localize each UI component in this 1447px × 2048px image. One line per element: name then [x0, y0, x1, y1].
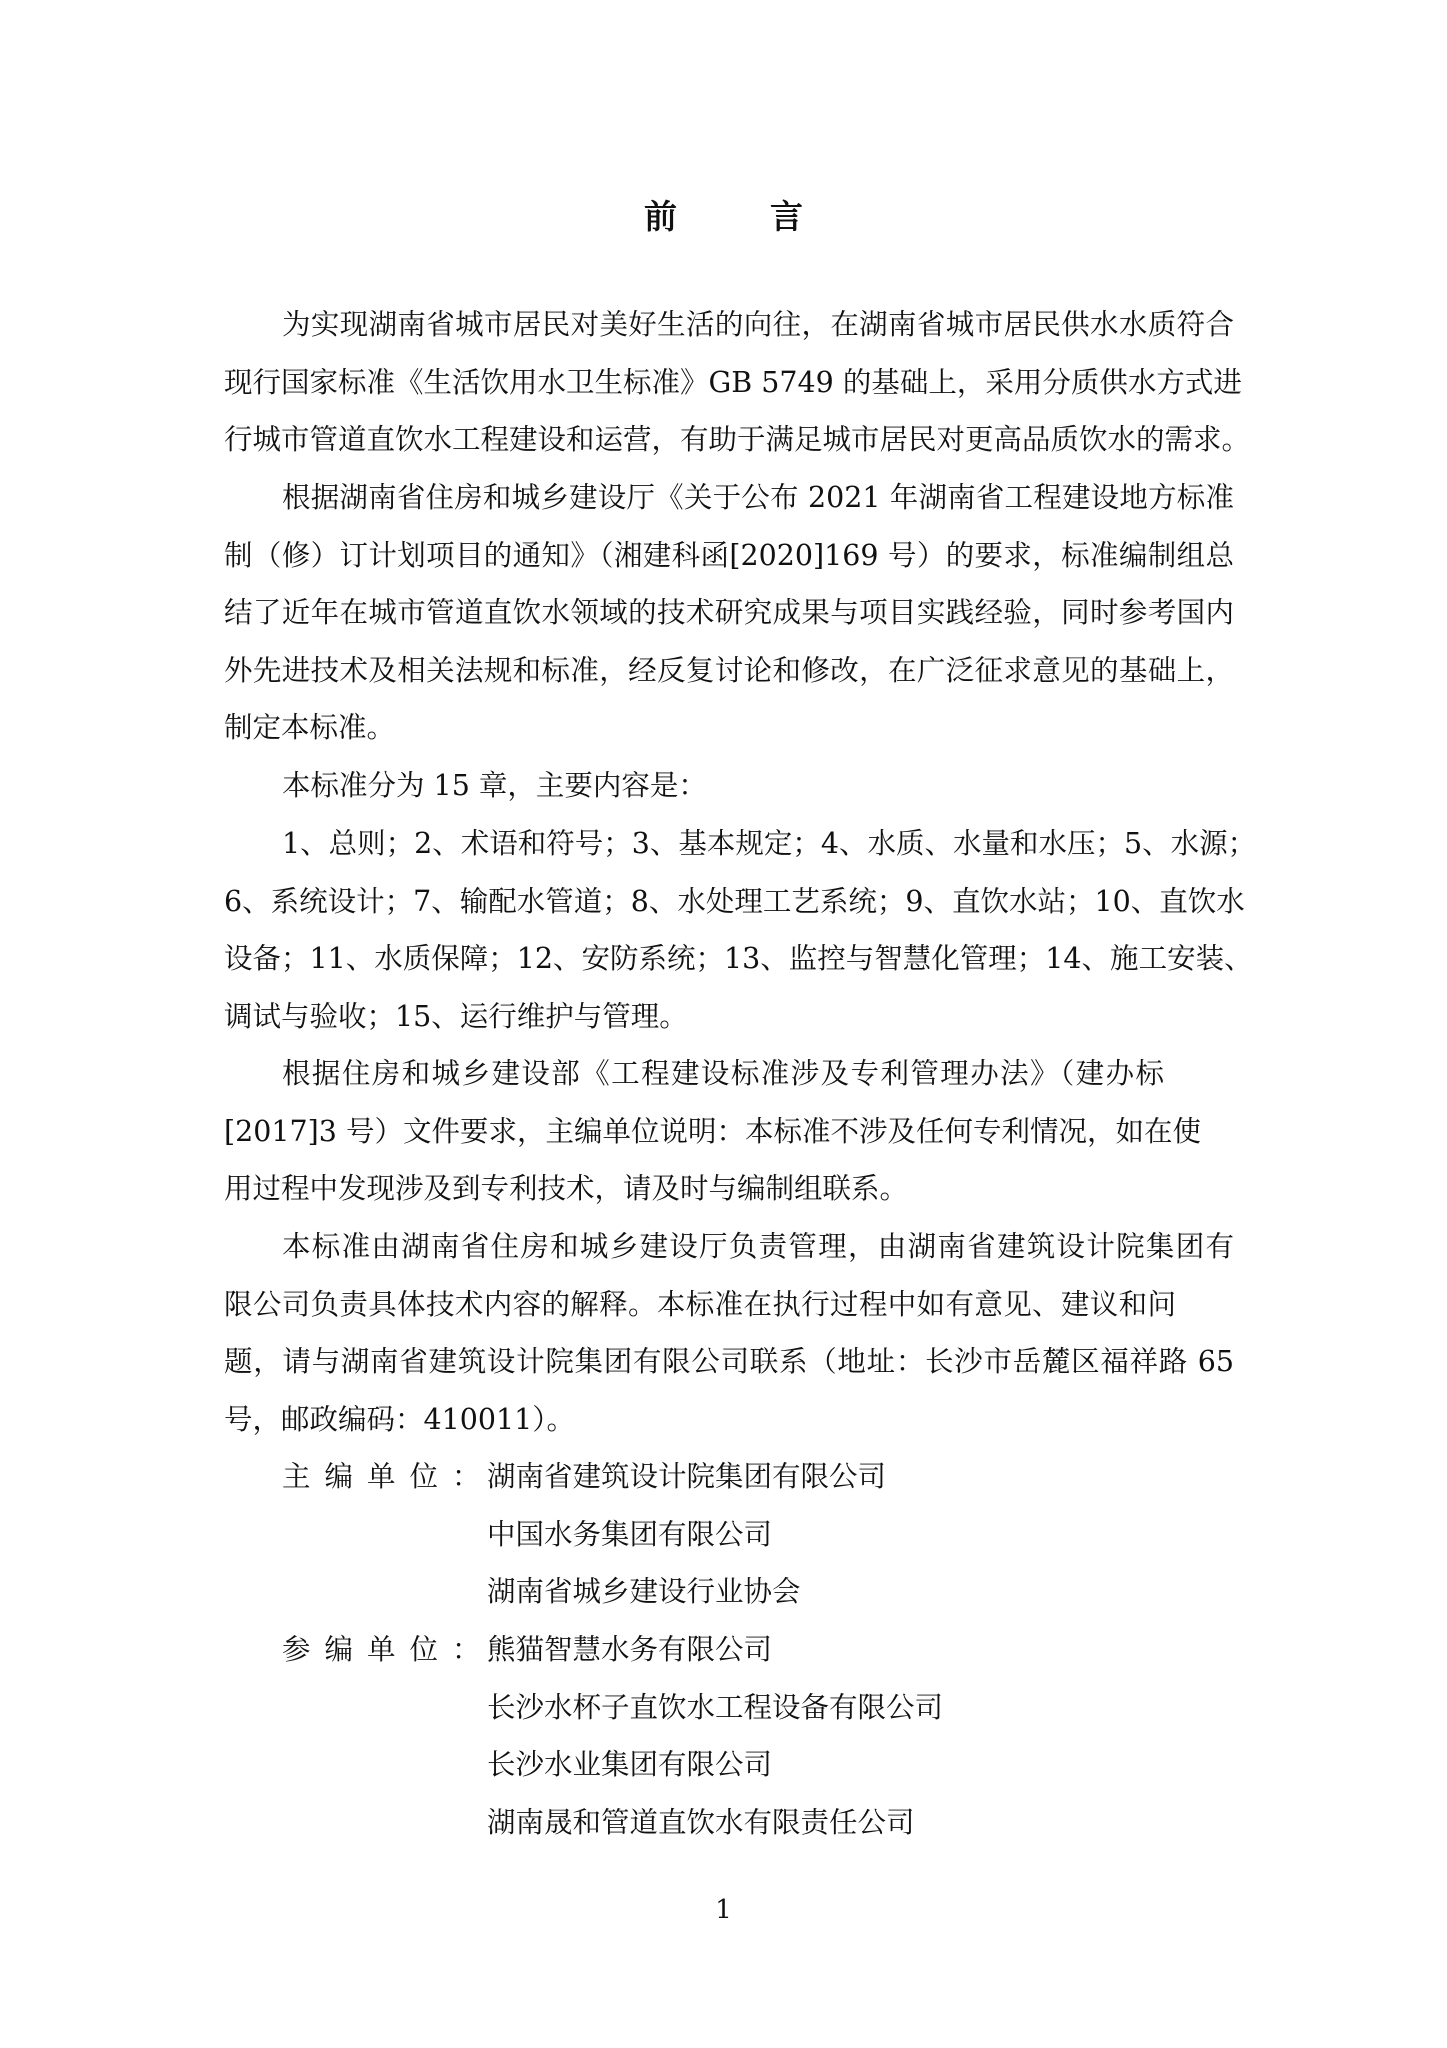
paragraph-basis	[224, 469, 1234, 757]
paragraph-line: 结了近年在城市管道直饮水领域的技术研究成果与项目实践经验，同时参考国内	[224, 596, 1234, 629]
participating-units-label: 参编单位：	[282, 1633, 495, 1666]
paragraph-line: 1、总则；2、术语和符号；3、基本规定；4、水质、水量和水压；5、水源；	[282, 827, 1257, 860]
unit-name: 长沙水杯子直饮水工程设备有限公司	[487, 1690, 944, 1724]
paragraph-line: [2017]3 号）文件要求，主编单位说明：本标准不涉及任何专利情况，如在使	[224, 1114, 1201, 1148]
paragraph-patent	[224, 1045, 1201, 1218]
unit-name: 中国水务集团有限公司	[487, 1517, 773, 1551]
paragraph-line: 制定本标准。	[224, 711, 396, 744]
paragraph-line: 号，邮政编码：410011）。	[224, 1402, 576, 1436]
page-title: 前 言	[644, 197, 833, 236]
unit-name: 湖南省建筑设计院集团有限公司	[487, 1460, 887, 1493]
paragraph-line: 为实现湖南省城市居民对美好生活的向往，在湖南省城市居民供水水质符合	[282, 308, 1234, 341]
paragraph-line: 根据住房和城乡建设部《工程建设标准涉及专利管理办法》（建办标	[282, 1057, 1164, 1090]
paragraph-line: 限公司负责具体技术内容的解释。本标准在执行过程中如有意见、建议和问	[224, 1287, 1176, 1321]
unit-name: 湖南晟和管道直饮水有限责任公司	[487, 1805, 915, 1839]
chief-units-label: 主编单位：	[282, 1460, 495, 1493]
paragraph-intro	[224, 296, 1251, 469]
paragraph-line: 现行国家标准《生活饮用水卫生标准》GB 5749 的基础上，采用分质供水方式进	[224, 365, 1242, 399]
unit-name: 长沙水业集团有限公司	[487, 1748, 773, 1781]
paragraph-line: 本标准分为 15 章，主要内容是：	[282, 769, 707, 802]
paragraph-line: 6、系统设计；7、输配水管道；8、水处理工艺系统；9、直饮水站；10、直饮水	[224, 884, 1245, 918]
paragraph-line: 根据湖南省住房和城乡建设厅《关于公布 2021 年湖南省工程建设地方标准	[282, 481, 1234, 514]
paragraph-line: 调试与验收；15、运行维护与管理。	[224, 999, 688, 1033]
paragraph-line: 本标准由湖南省住房和城乡建设厅负责管理，由湖南省建筑设计院集团有	[282, 1230, 1234, 1263]
page-number: 1	[715, 1895, 732, 1925]
paragraph-chapters-intro	[224, 757, 1234, 815]
paragraph-line: 制（修）订计划项目的通知》（湘建科函[2020]169 号）的要求，标准编制组总	[224, 538, 1234, 572]
paragraph-chapter-list	[224, 815, 1257, 1045]
paragraph-line: 外先进技术及相关法规和标准，经反复讨论和修改，在广泛征求意见的基础上，	[224, 653, 1234, 687]
unit-name: 湖南省城乡建设行业协会	[487, 1575, 801, 1608]
paragraph-line: 行城市管道直饮水工程建设和运营，有助于满足城市居民对更高品质饮水的需求。	[224, 423, 1251, 456]
paragraph-line: 设备；11、水质保障；12、安防系统；13、监控与智慧化管理；14、施工安装、	[224, 942, 1253, 975]
unit-name: 熊猫智慧水务有限公司	[487, 1633, 773, 1666]
paragraph-management	[224, 1218, 1234, 1448]
paragraph-line: 用过程中发现涉及到专利技术，请及时与编制组联系。	[224, 1172, 909, 1205]
paragraph-line: 题，请与湖南省建筑设计院集团有限公司联系（地址：长沙市岳麓区福祥路 65	[224, 1345, 1234, 1378]
